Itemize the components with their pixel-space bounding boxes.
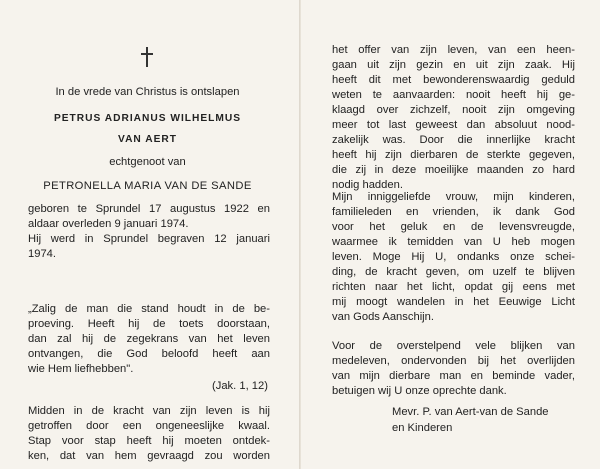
text-line: getroffen door een ongeneeslijke kwaal. bbox=[28, 420, 270, 432]
text-line: Voor de overstelpend vele blijken van bbox=[332, 340, 575, 352]
text-line: zakelijk was. Door die innerlijke kracht bbox=[332, 134, 575, 146]
bio-line: geboren te Sprundel 17 augustus 1922 en bbox=[28, 203, 270, 215]
text-line: Stap voor stap heeft hij moeten ontdek- bbox=[28, 435, 270, 447]
signature-line1: Mevr. P. van Aert-van de Sande bbox=[392, 406, 549, 418]
text-line: van Gods Aanschijn. bbox=[332, 311, 434, 323]
text-line: meer tot last geweest dan absoluut nood- bbox=[332, 119, 575, 131]
text-line: Midden in de kracht van zijn leven is hij bbox=[28, 405, 270, 417]
quote-reference: (Jak. 1, 12) bbox=[212, 380, 268, 392]
text-line: ken, dat van hem gevraagd zou worden bbox=[28, 450, 270, 462]
text-line: waarmee ik temidden van U heb mogen bbox=[332, 236, 575, 248]
text-line: die zij in deze moeilijke maanden zo hard bbox=[332, 164, 575, 176]
right-paragraph-2 bbox=[332, 190, 575, 325]
bio-line: aldaar overleden 9 januari 1974. bbox=[28, 218, 189, 230]
spouse-label: echtgenoot van bbox=[109, 156, 186, 168]
text-line: heeft dit met bewonderenswaardig geduld bbox=[332, 74, 575, 86]
right-paragraph-1 bbox=[332, 43, 575, 193]
signature-line2: en Kinderen bbox=[392, 422, 453, 434]
text-line: weten te aanvaarden: nooit heeft hij ge- bbox=[332, 89, 575, 101]
spouse-name: PETRONELLA MARIA VAN DE SANDE bbox=[43, 180, 252, 192]
quote-line: dan zal hij de zegekrans van het leven bbox=[28, 333, 270, 345]
intro-text: In de vrede van Christus is ontslapen bbox=[55, 86, 240, 98]
text-line: betuigen wij U onze oprechte dank. bbox=[332, 385, 507, 397]
deceased-name-line2: VAN AERT bbox=[118, 134, 177, 145]
text-line: leven. Moge Hij U, ondanks onze schei- bbox=[332, 251, 575, 263]
cross-icon bbox=[139, 47, 155, 69]
quote-line: ontvangen, die God beloofd heeft aan bbox=[28, 348, 270, 360]
text-line: Mijn inniggeliefde vrouw, mijn kinderen, bbox=[332, 191, 575, 203]
quote-line: „Zalig de man die stand houdt in de be- bbox=[28, 303, 270, 315]
deceased-name-line1: PETRUS ADRIANUS WILHELMUS bbox=[53, 113, 242, 124]
text-line: gaan uit zijn gezin en uit zijn zaak. Hij bbox=[332, 59, 575, 71]
right-paragraph-3 bbox=[332, 339, 575, 399]
text-line: familieleden en vrienden, ik dank God bbox=[332, 206, 575, 218]
biography bbox=[28, 202, 270, 262]
text-line: medeleven, ondervonden bij het overlijden bbox=[332, 355, 575, 367]
card-fold bbox=[299, 0, 301, 469]
text-line: klaagd over zichzelf, nooit zijn omgeving bbox=[332, 104, 575, 116]
text-line: nodig hadden. bbox=[332, 179, 403, 191]
quote-line: wie Hem liefhebben". bbox=[28, 363, 134, 375]
text-line: voor het geluk en de levensvreugde, bbox=[332, 221, 575, 233]
bio-line: Hij werd in Sprundel begraven 12 januari bbox=[28, 233, 270, 245]
text-line: heeft hij zijn dierbaren de sterkte gegeven, bbox=[332, 149, 575, 161]
text-line: richten naar het licht, opdat gij eens met bbox=[332, 281, 575, 293]
quote-line: proeving. Heeft hij de toets doorstaan, bbox=[28, 318, 270, 330]
text-line: van mijn dierbare man en beminde vader, bbox=[332, 370, 575, 382]
text-line: ding, de kracht geven, om uzelf te blijven bbox=[332, 266, 575, 278]
bible-quote bbox=[28, 302, 270, 377]
text-line: mij moogt wandelen in het Eeuwige Licht bbox=[332, 296, 575, 308]
text-line: het offer van zijn leven, van een heen- bbox=[332, 44, 575, 56]
bio-line: 1974. bbox=[28, 248, 56, 260]
left-bottom-paragraph bbox=[28, 404, 270, 464]
